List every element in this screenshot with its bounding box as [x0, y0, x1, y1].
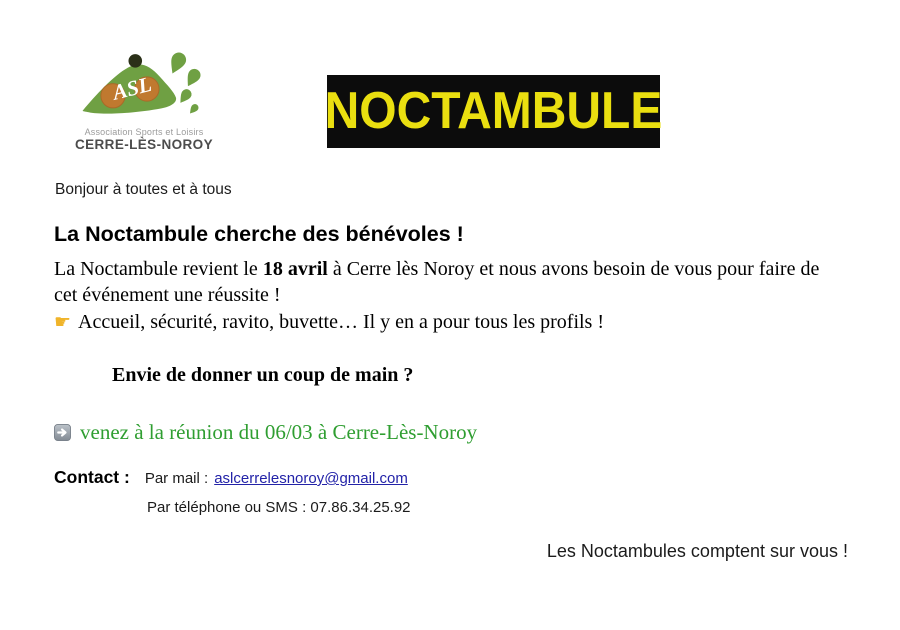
contact-line	[54, 467, 408, 488]
question-line: Envie de donner un coup de main ?	[112, 364, 414, 386]
asl-logo-graphic	[80, 52, 208, 126]
headline: La Noctambule cherche des bénévoles !	[54, 222, 464, 246]
intro-before: La Noctambule revient le	[54, 258, 263, 280]
logo-caption-line2: CERRE-LÈS-NOROY	[74, 137, 213, 152]
meeting-text: venez à la réunion du 06/03 à Cerre-Lès-Noroy	[80, 420, 478, 444]
noctambule-banner	[324, 75, 663, 148]
logo-droplets	[166, 52, 203, 116]
mail-label: Par mail :	[144, 470, 209, 487]
logo-monogram: ASL	[110, 71, 154, 105]
contact-label: Contact :	[54, 467, 130, 487]
meeting-line	[54, 420, 477, 445]
greeting-text: Bonjour à toutes et à tous	[55, 181, 232, 198]
intro-after: à Cerre lès Noroy et nous avons besoin de vous pour faire de cet événement une réussite !	[54, 258, 820, 306]
logo-caption-line1: Association Sports et Loisirs	[84, 127, 204, 137]
banner-text: NOCTAMBULE	[324, 82, 663, 141]
pointing-hand-icon: ☛	[54, 311, 72, 333]
profiles-text: Accueil, sécurité, ravito, buvette… Il y en a pour tous les profils !	[78, 311, 605, 333]
intro-paragraph	[54, 256, 829, 308]
profiles-line	[54, 311, 604, 334]
asl-logo	[68, 52, 220, 152]
logo-head-shape	[128, 54, 142, 68]
email-link[interactable]: aslcerrelesnoroy@gmail.com	[214, 470, 408, 487]
arrow-right-icon	[54, 424, 71, 441]
intro-date: 18 avril	[262, 258, 328, 280]
phone-line: Par téléphone ou SMS : 07.86.34.25.92	[147, 499, 411, 516]
closing-line: Les Noctambules comptent sur vous !	[546, 541, 848, 561]
